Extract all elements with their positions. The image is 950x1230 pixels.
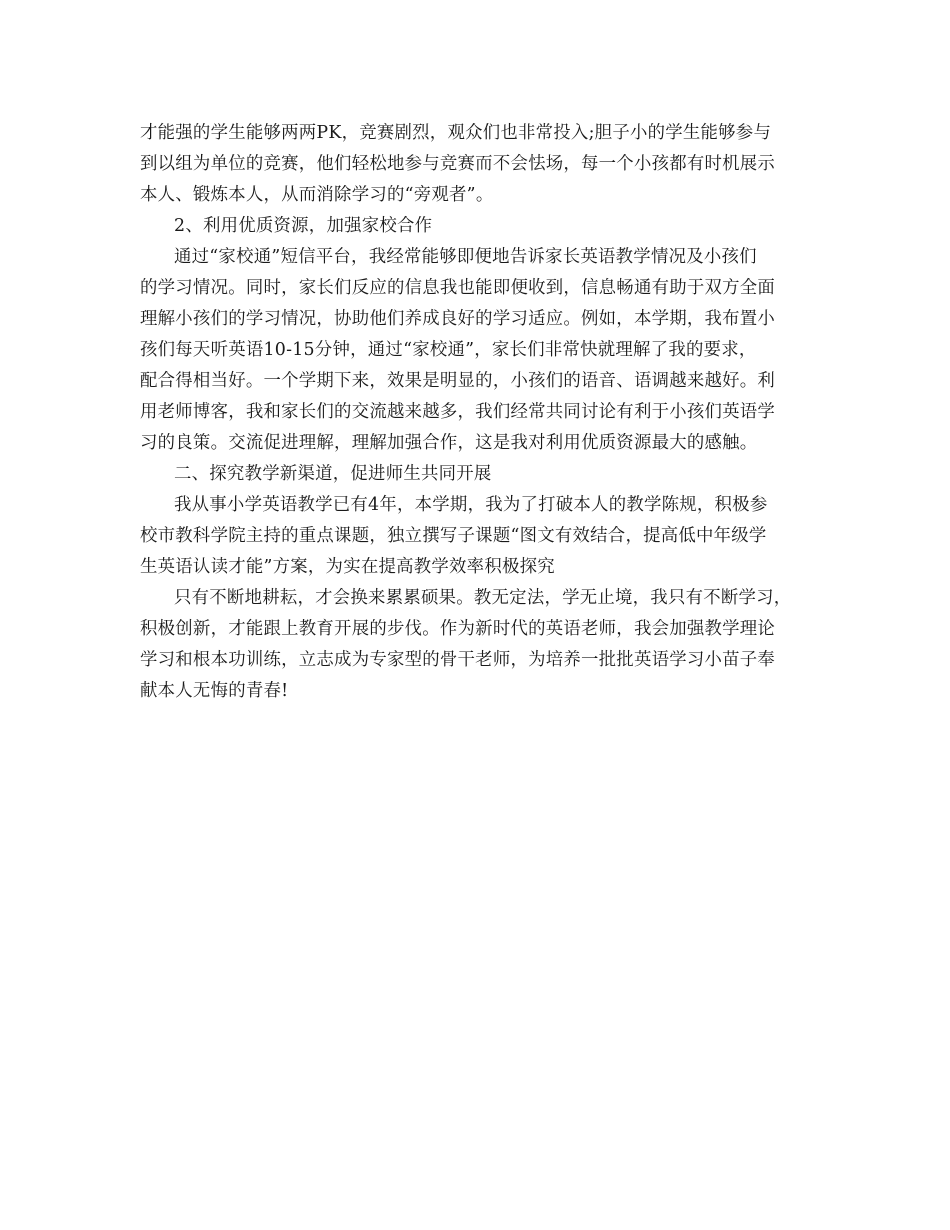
section-heading: 2、利用优质资源，加强家校合作: [174, 216, 433, 236]
text-line: 用老师博客，我和家长们的交流越来越多，我们经常共同讨论有利于小孩们英语学: [140, 402, 776, 422]
text-line: 的学习情况。同时，家长们反应的信息我也能即便收到，信息畅通有助于双方全面: [140, 278, 776, 298]
paragraph-start-line: 只有不断地耕耘，才会换来累累硕果。教无定法，学无止境，我只有不断学习，: [174, 588, 792, 608]
text-line: 学习和根本功训练，立志成为专家型的骨干老师，为培养一批批英语学习小苗子奉: [140, 650, 776, 670]
document-body: [140, 118, 830, 707]
text-line: 生英语认读才能”方案，为实在提高教学效率积极探究: [140, 557, 555, 577]
text-line: 理解小孩们的学习情况，协助他们养成良好的学习适应。例如，本学期，我布置小: [140, 309, 776, 329]
section-heading: 二、探究教学新渠道，促进师生共同开展: [174, 464, 492, 484]
text-line: 本人、锻炼本人，从而消除学习的“旁观者”。: [140, 185, 494, 205]
text-line: 积极创新，才能跟上教育开展的步伐。作为新时代的英语老师，我会加强教学理论: [140, 619, 776, 639]
paragraph-start-line: 我从事小学英语教学已有4年，本学期，我为了打破本人的教学陈规，积极参: [174, 495, 768, 515]
text-line: 习的良策。交流促进理解，理解加强合作，这是我对利用优质资源最大的感触。: [140, 433, 758, 453]
paragraph-start-line: 通过“家校通”短信平台，我经常能够即便地告诉家长英语教学情况及小孩们: [174, 247, 757, 267]
text-line: 献本人无悔的青春!: [140, 681, 289, 701]
text-line: 到以组为单位的竞赛，他们轻松地参与竞赛而不会怯场，每一个小孩都有时机展示: [140, 154, 776, 174]
text-line: 孩们每天听英语10-15分钟，通过“家校通”，家长们非常快就理解了我的要求，: [140, 340, 757, 360]
text-line: 才能强的学生能够两两PK，竞赛剧烈，观众们也非常投入;胆子小的学生能够参与: [140, 123, 772, 143]
text-line: 校市教科学院主持的重点课题，独立撰写子课题“图文有效结合，提高低中年级学: [140, 526, 767, 546]
text-line: 配合得相当好。一个学期下来，效果是明显的，小孩们的语音、语调越来越好。利: [140, 371, 776, 391]
